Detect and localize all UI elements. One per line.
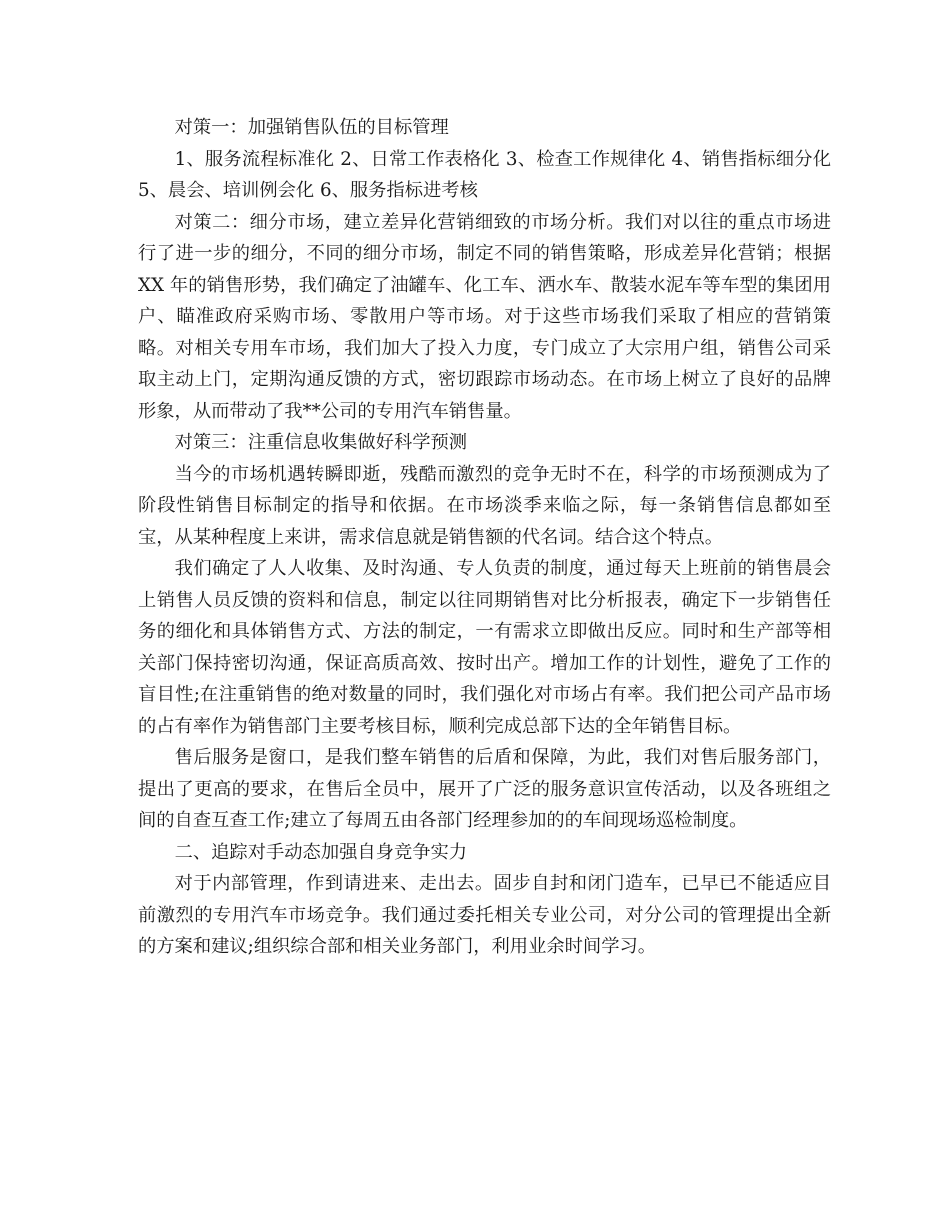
paragraph-information-system: 我们确定了人人收集、及时沟通、专人负责的制度，通过每天上班前的销售晨会上销售人员反馈的资料和信息，制定以往同期销售对比分析报表，确定下一步销售任务的细化和具体销售方式、方法的制定，一有需求立即做出反应。同时和生产部等相关部门保持密切沟通，保证高质高效、按时出产。增加工作的计划性，避免了工作的盲目性;在注重销售的绝对数量的同时，我们强化对市场占有率。我们把公司产品市场的占有率作为销售部门主要考核目标，顺利完成总部下达的全年销售目标。 bbox=[138, 558, 831, 737]
paragraph-service-standards: 1、服务流程标准化 2、日常工作表格化 3、检查工作规律化 4、销售指标细分化 5、晨会、培训例会化 6、服务指标进考核 bbox=[138, 148, 831, 201]
paragraph-strategy-two: 对策二：细分市场，建立差异化营销细致的市场分析。我们对以往的重点市场进行了进一步的细分，不同的细分市场，制定不同的销售策略，形成差异化营销；根据 XX 年的销售形势，我们确定了油罐车、化工车、洒水车、散装水泥车等车型的集团用户、瞄准政府采购市场、零散用户等市场。对于这些市场我们采取了相应的营销策略。对相关专用车市场，我们加大了投入力度，专门成立了大宗用户组，销售公司采取主动上门，定期沟通反馈的方式，密切跟踪市场动态。在市场上树立了良好的品牌形象，从而带动了我**公司的专用汽车销售量。 bbox=[138, 211, 831, 422]
heading-strategy-one: 对策一：加强销售队伍的目标管理 bbox=[174, 117, 449, 138]
paragraph-internal-management: 对于内部管理，作到请进来、走出去。固步自封和闭门造车，已早已不能适应目前激烈的专用汽车市场竞争。我们通过委托相关专业公司，对分公司的管理提出全新的方案和建议;组织综合部和相关业务部门，利用业余时间学习。 bbox=[138, 873, 831, 957]
paragraph-after-sales: 售后服务是窗口，是我们整车销售的后盾和保障，为此，我们对售后服务部门，提出了更高的要求，在售后全员中，展开了广泛的服务意识宣传活动，以及各班组之间的自查互查工作;建立了每周五由各部门经理参加的的车间现场巡检制度。 bbox=[138, 747, 831, 831]
paragraph-market-forecast: 当今的市场机遇转瞬即逝，残酷而激烈的竞争无时不在，科学的市场预测成为了阶段性销售目标制定的指导和依据。在市场淡季来临之际，每一条销售信息都如至宝，从某种程度上来讲，需求信息就是销售额的代名词。结合这个特点。 bbox=[138, 463, 831, 548]
heading-track-competitors: 二、追踪对手动态加强自身竞争实力 bbox=[174, 841, 468, 863]
heading-strategy-three: 对策三：注重信息收集做好科学预测 bbox=[174, 432, 468, 453]
document-page bbox=[138, 112, 831, 963]
